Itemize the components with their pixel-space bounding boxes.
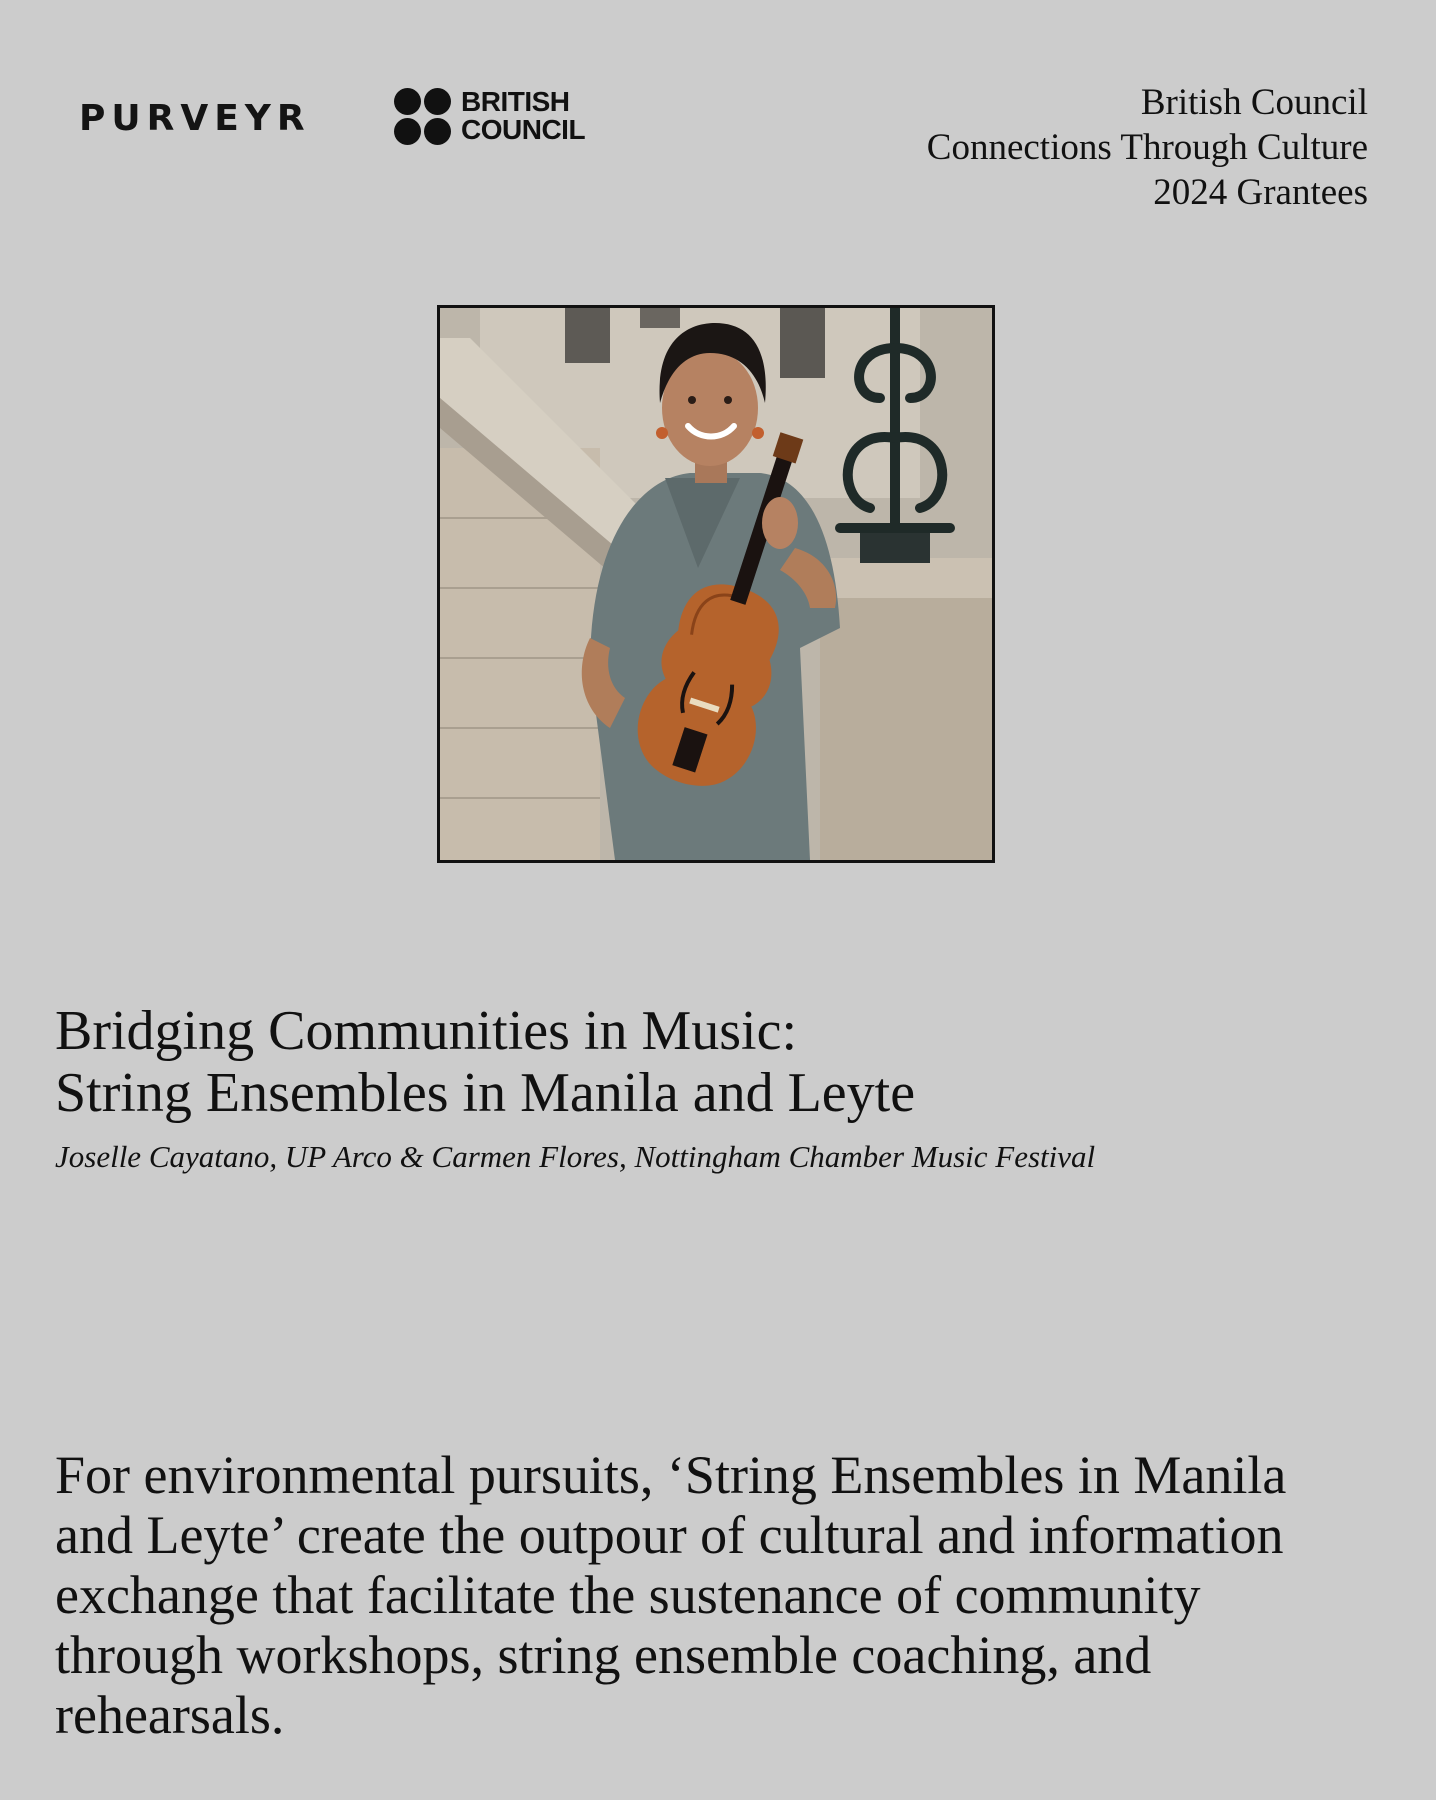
british-council-wordmark: [461, 88, 585, 144]
article-byline: Joselle Cayatano, UP Arco & Carmen Flores, Nottingham Chamber Music Festival: [55, 1139, 1096, 1174]
article-title-line-2: String Ensembles in Manila and Leyte: [55, 1062, 916, 1124]
article-title-line-1: Bridging Communities in Music:: [55, 1000, 798, 1062]
portrait-photo-violinist-icon: [440, 308, 992, 860]
british-council-wordmark-line-2: COUNCIL: [461, 114, 586, 145]
portrait-photo: [437, 305, 995, 863]
grant-program-info: [927, 80, 1368, 215]
info-program: Connections Through Culture: [926, 127, 1368, 168]
british-council-dots-icon: [394, 88, 452, 146]
british-council-wordmark-line-1: BRITISH: [461, 86, 570, 117]
info-grantees: 2024 Grantees: [1153, 172, 1368, 213]
article-description: For environmental pursuits, ‘String Ensembles in Manila and Leyte’ create the outpour of cultural and information exchange that facilitate the sustenance of community through workshops, string ensemble coaching, and rehearsals.: [55, 1445, 1287, 1745]
purveyr-logo: PURVEYR: [79, 98, 311, 139]
info-organization: British Council: [1140, 82, 1368, 123]
article-title: [55, 1000, 915, 1124]
